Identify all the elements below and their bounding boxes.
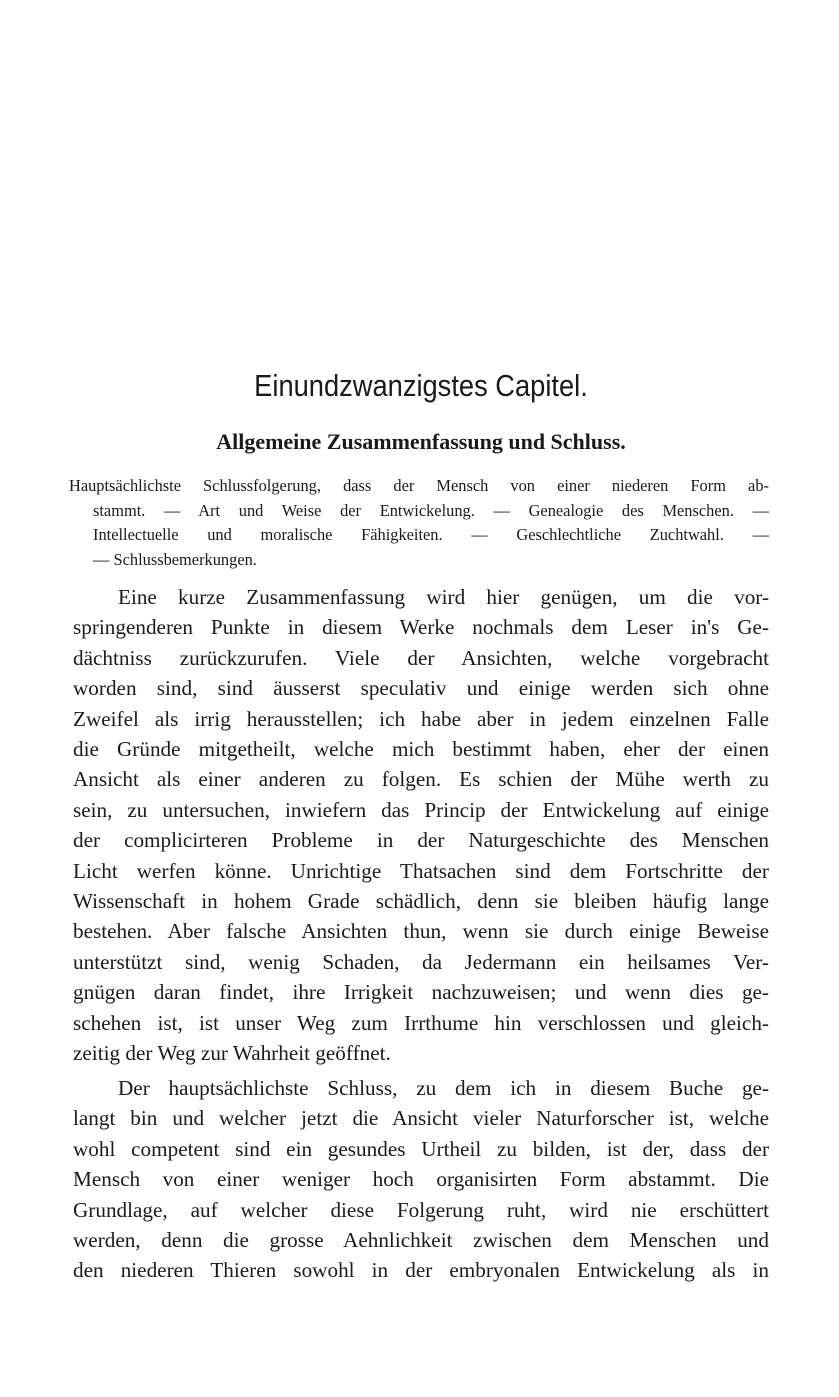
text-line: schehen ist, ist unser Weg zum Irrthume hin verschlossen und gleich-	[73, 1010, 769, 1035]
text-line: dächtniss zurückzurufen. Viele der Ansichten, welche vorgebracht	[73, 645, 769, 670]
text-line: unterstützt sind, wenig Schaden, da Jedermann ein heilsames Ver-	[73, 949, 769, 974]
text-line: der complicirteren Probleme in der Naturgeschichte des Menschen	[73, 828, 769, 853]
text-line: Zweifel als irrig herausstellen; ich habe aber in jedem einzelnen Falle	[73, 706, 769, 731]
text-line: springenderen Punkte in diesem Werke nochmals dem Leser in's Ge-	[73, 615, 769, 640]
summary-line: stammt. — Art und Weise der Entwickelung. — Genealogie des Menschen. —	[93, 500, 769, 520]
book-page	[69, 0, 769, 1397]
text-line: Mensch von einer weniger hoch organisirten Form abstammt. Die	[73, 1167, 769, 1192]
paragraph-1	[73, 582, 769, 1069]
text-line: Wissenschaft in hohem Grade schädlich, denn sie bleiben häufig lange	[73, 889, 769, 914]
text-line: Grundlage, auf welcher diese Folgerung ruht, wird nie erschüttert	[73, 1197, 769, 1222]
chapter-summary	[69, 474, 769, 572]
text-line: Der hauptsächlichste Schluss, zu dem ich in diesem Buche ge-	[118, 1076, 769, 1100]
summary-line: — Schlussbemerkungen.	[93, 549, 257, 569]
text-line: die Gründe mitgetheilt, welche mich bestimmt haben, eher der einen	[73, 737, 769, 762]
summary-line: Intellectuelle und moralische Fähigkeiten. — Geschlechtliche Zuchtwahl. —	[93, 525, 769, 544]
text-line: zeitig der Weg zur Wahrheit geöffnet.	[73, 1041, 391, 1066]
paragraph-2	[73, 1073, 769, 1286]
text-line: langt bin und welcher jetzt die Ansicht vieler Naturforscher ist, welche	[73, 1106, 769, 1131]
text-line: sein, zu untersuchen, inwiefern das Princip der Entwickelung auf einige	[73, 797, 769, 822]
text-line: werden, denn die grosse Aehnlichkeit zwischen dem Menschen und	[73, 1228, 769, 1253]
chapter-title: Einundzwanzigstes Capitel.	[254, 368, 588, 403]
chapter-subtitle: Allgemeine Zusammenfassung und Schluss.	[216, 429, 626, 454]
text-line: wohl competent sind ein gesundes Urtheil zu bilden, ist der, dass der	[73, 1136, 769, 1161]
summary-line: Hauptsächlichste Schlussfolgerung, dass der Mensch von einer niederen Form ab-	[69, 476, 769, 495]
text-line: bestehen. Aber falsche Ansichten thun, wenn sie durch einige Beweise	[73, 919, 769, 944]
text-line: den niederen Thieren sowohl in der embryonalen Entwickelung als in	[73, 1258, 769, 1283]
text-line: Ansicht als einer anderen zu folgen. Es schien der Mühe werth zu	[73, 767, 769, 792]
text-line: Eine kurze Zusammenfassung wird hier genügen, um die vor-	[118, 585, 769, 609]
text-line: gnügen daran findet, ihre Irrigkeit nachzuweisen; und wenn dies ge-	[73, 980, 769, 1005]
text-line: worden sind, sind äusserst speculativ und einige werden sich ohne	[73, 676, 769, 701]
text-line: Licht werfen könne. Unrichtige Thatsachen sind dem Fortschritte der	[73, 858, 769, 883]
